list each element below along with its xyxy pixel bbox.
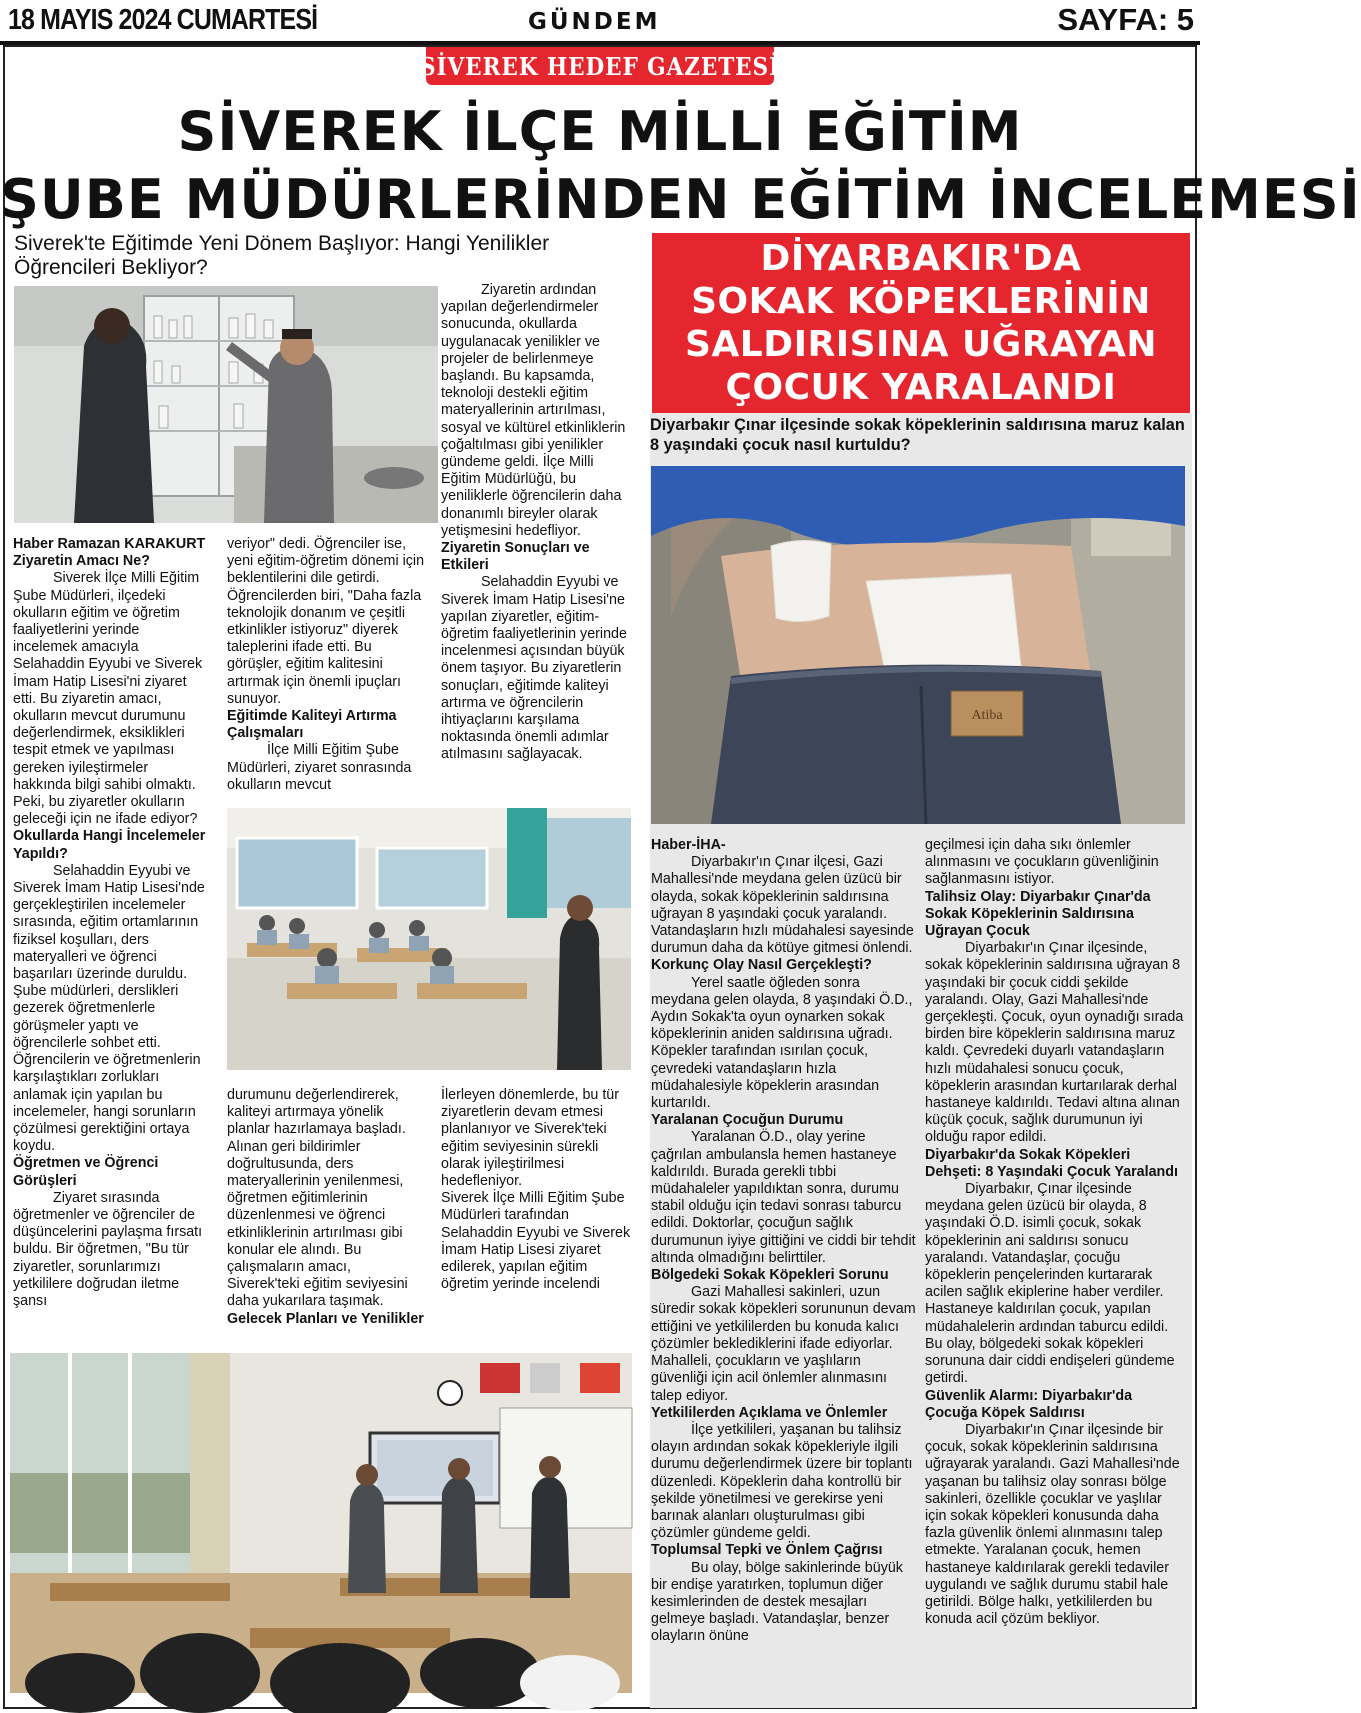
main-story-subheading: Gelecek Planları ve Yenilikler: [227, 1310, 424, 1327]
main-story-column-1: [13, 536, 207, 1310]
main-story-paragraph: İlerleyen dönemlerde, bu tür ziyaretlerin devam etmesi planlanıyor ve Siverek'teki eğitim seviyesinin sürekli olarak iyileştirilmesi hedefleniyor.: [441, 1087, 620, 1190]
side-headline-line-3: SALDIRISINA UĞRAYAN: [685, 324, 1157, 365]
side-story-subheading: Yetkililerden Açıklama ve Önlemler: [651, 1404, 888, 1421]
main-headline-line-2: ŞUBE MÜDÜRLERİNDEN EĞİTİM İNCELEMESİ: [0, 168, 1361, 231]
section-name: GÜNDEM: [528, 9, 661, 35]
photo-classroom: [227, 808, 631, 1070]
photo-laboratory: [14, 286, 438, 523]
main-headline-line-1: SİVEREK İLÇE MİLLİ EĞİTİM: [177, 100, 1023, 163]
main-story-column-3-bottom: [441, 1087, 634, 1293]
side-headline-line-4: ÇOCUK YARALANDI: [725, 367, 1117, 408]
side-story-subheading: Güvenlik Alarmı: Diyarbakır'da Çocuğa Köpek Saldırısı: [925, 1387, 1133, 1421]
main-story-paragraph: Selahaddin Eyyubi ve Siverek İmam Hatip Lisesi'nde gerçekleştirilen incelemeler sırasında, eğitim ortamlarının fiziksel koşulları, ders materyalleri ve öğrenci başarıları üzerinde duruldu. Şube müdürleri, derslikleri gezerek öğretmenlerle görüşmeler yaptı ve öğrencilerle sohbet etti. Öğrencilerin ve öğretmenlerin karşılaştıkları zorlukları anlamak için yapılan bu incelemeler, hangi sorunların çözülmesi gerektiğini ortaya koydu.: [13, 862, 205, 1155]
main-story-subheading: Ziyaretin Amacı Ne?: [13, 553, 150, 570]
main-story-paragraph: İlçe Milli Eğitim Şube Müdürleri, ziyaret sonrasında okulların mevcut: [227, 742, 412, 793]
side-story-paragraph: Diyarbakır'ın Çınar ilçesi, Gazi Mahallesi'nde meydana gelen üzücü bir olayda, sokak köpeklerinin saldırısına uğrayan 8 yaşındaki çocuk yaralandı. Vatandaşların hızlı müdahalesi sayesinde durumun daha da kötüye gitmesi önlendi.: [651, 854, 914, 957]
side-story-subheading: Talihsiz Olay: Diyarbakır Çınar'da Sokak Köpeklerinin Saldırısına Uğrayan Çocuk: [925, 888, 1151, 940]
newspaper-brand: SİVEREK HEDEF GAZETESİ: [419, 51, 781, 81]
side-story-column-1: [651, 837, 917, 1646]
side-headline-line-2: SOKAK KÖPEKLERİNİN: [691, 281, 1151, 322]
main-story-subheading: Öğretmen ve Öğrenci Görüşleri: [13, 1155, 159, 1189]
issue-date: 18 MAYIS 2024 CUMARTESİ: [8, 4, 318, 36]
main-story-paragraph: Siverek İlçe Milli Eğitim Şube Müdürleri tarafından Selahaddin Eyyubi ve Siverek İmam Hatip Lisesi ziyaret edilerek, yapılan eğitim öğretim yerinde incelendi: [441, 1190, 631, 1293]
main-story-subheading: Eğitimde Kaliteyi Artırma Çalışmaları: [227, 708, 397, 742]
page-number: SAYFA: 5: [1057, 2, 1194, 37]
main-story-paragraph: Ziyaret sırasında öğretmenler ve öğrenciler de düşüncelerini paylaşma fırsatı buldu. Bir öğretmen, "Bu tür ziyaretler, sorunlarımızı yetkililere doğrudan iletme şansı: [13, 1189, 203, 1309]
side-headline-line-1: DİYARBAKIR'DA: [760, 238, 1082, 279]
main-story-subheading: Haber Ramazan KARAKURT: [13, 536, 206, 552]
jeans-patch-label: Atiba: [971, 708, 1003, 723]
side-story-subheading: Diyarbakır'da Sokak Köpekleri Dehşeti: 8 Yaşındaki Çocuk Yaralandı: [925, 1146, 1178, 1180]
side-story-column-2: [925, 837, 1187, 1628]
main-subheadline: Siverek'te Eğitimde Yeni Dönem Başlıyor: Hangi Yenilikler Öğrencileri Bekliyor?: [14, 232, 550, 279]
main-story-paragraph: Ziyaretin ardından yapılan değerlendirmeler sonucunda, okullarda uygulanacak yenilikler ve projeler de belirlenmeye başlandı. Bu kapsamda, teknoloji destekli eğitim materyallerinin artırılması, sosyal ve kültürel etkinliklerin çoğaltılması gibi yenilikler gündeme geldi. İlçe Milli Eğitim Müdürlüğü, bu yeniliklerle öğrencilerin daha donanımlı bireyler olarak yetişmesini hedefliyor.: [441, 282, 626, 539]
side-story-paragraph: İlçe yetkilileri, yaşanan bu talihsiz olayın ardından sokak köpekleriyle ilgili durumu değerlendirmek üzere bir toplantı düzenledi. Köpeklerin daha kontrollü bir şekilde yönetilmesi ve gerekirse yeni barınak alanları oluşturulması gibi çözümler gündeme geldi.: [651, 1421, 913, 1542]
newspaper-brand-bar: [419, 47, 781, 85]
main-story-subheading: Ziyaretin Sonuçları ve Etkileri: [441, 540, 590, 574]
main-story-paragraph: Siverek İlçe Milli Eğitim Şube Müdürleri, ilçedeki okulların eğitim ve öğretim faaliyetlerini yerinde incelemek amacıyla Selahaddin Eyyubi ve Siverek İmam Hatip Lisesi'ni ziyaret etti. Bu ziyaretin amacı, okulların mevcut durumunu değerlendirmek, eksiklikleri tespit etmek ve yapılması gereken iyileştirmeler hakkında bilgi sahibi olmaktı. Peki, bu ziyaretler okulların geleceği için ne ifade ediyor?: [13, 570, 203, 828]
main-story-paragraph: durumunu değerlendirerek, kaliteyi artırmaya yönelik planlar hazırlamaya başladı. Alınan geri bildirimler doğrultusunda, ders materyallerinin yenilenmesi, öğretmen eğitimlerinin düzenlenmesi ve öğrenci etkinliklerinin artırılması gibi konular ele alındı. Bu çalışmaların amacı, Siverek'teki eğitim seviyesini daha yukarılara taşımak.: [227, 1087, 408, 1310]
side-headline-box: [652, 233, 1190, 413]
side-story-paragraph: Gazi Mahallesi sakinleri, uzun süredir sokak köpekleri sorununun devam ettiğini ve yetkililerden bu konuda kalıcı çözümler beklediklerini ifade ediyorlar. Mahalleli, çocukların ve yaşlıların güvenliği için acil önlemler alınmasını talep ediyor.: [651, 1284, 916, 1404]
side-story-subheading: Korkunç Olay Nasıl Gerçekleşti?: [651, 957, 872, 974]
side-story-paragraph: Diyarbakır, Çınar ilçesinde meydana gelen üzücü bir olayda, 8 yaşındaki Ö.D. isimli çocuk, sokak köpeklerinin ani saldırısı sonucu yaralandı. Vatandaşlar, çocuğu köpeklerin pençelerinden kurtararak acilen sağlık ekiplerine haber verdiler. Hastaneye kaldırılan çocuk, yapılan müdahalelerin ardından taburcu edildi. Bu olay, bölgedeki sokak köpekleri sorununa dair ciddi endişeleri gündeme getirdi.: [925, 1181, 1175, 1387]
main-story-column-2-bottom: [227, 1087, 425, 1328]
photo-smartboard-class: [10, 1353, 632, 1693]
side-story-paragraph: Bu olay, bölge sakinlerinde büyük bir endişe yaratırken, toplumun diğer kesimlerinden de destek mesajları gelmeye başladı. Vatandaşlar, benzer olayların önüne: [651, 1559, 903, 1645]
main-story-column-2-top: [227, 536, 425, 794]
side-story-subheading: Bölgedeki Sokak Köpekleri Sorunu: [651, 1267, 889, 1284]
main-story-column-3-top: [441, 282, 634, 764]
side-story-paragraph: Diyarbakır'ın Çınar ilçesinde, sokak köpeklerinin saldırısına uğrayan 8 yaşındaki bir çocuk ciddi şekilde yaralandı. Olay, Gazi Mahallesi'nde gerçekleşti. Çocuk, oyun oynadığı sırada birden bire köpeklerin saldırısına maruz kaldı. Çevredeki duyarlı vatandaşların hızlı müdahalesi sonucu çocuk, köpeklerin arasından kurtarılarak derhal hastaneye kaldırıldı. Tedavi altına alınan küçük çocuk, sağlık durumunun iyi olduğu rapor edildi.: [925, 940, 1184, 1146]
side-story-subheading: Haber-İHA-: [651, 837, 726, 853]
side-story-paragraph: geçilmesi için daha sıkı önlemler alınmasını ve çocukların güvenliğinin sağlanmasını istiyor.: [925, 837, 1159, 888]
main-story-subheading: Okullarda Hangi İncelemeler Yapıldı?: [13, 828, 206, 862]
side-story-paragraph: Diyarbakır'ın Çınar ilçesinde bir çocuk, sokak köpeklerinin saldırısına uğrayarak yaralandı. Gazi Mahallesi'nde yaşanan bu talihsiz olay sonrası bölge sakinleri, özellikle çocuklar ve yaşlılar için sokak köpekleri konusunda daha fazla güvenlik önlemi alınmasını talep etmekte. Yaralanan çocuk, hemen hastaneye kaldırılarak gerekli tedaviler uygulandı ve sağlık durumu stabil hale getirildi. Bölge halkı, yetkililerden bu konuda acil çözüm bekliyor.: [925, 1421, 1180, 1628]
side-story-paragraph: Yerel saatle öğleden sonra meydana gelen olayda, 8 yaşındaki Ö.D., Aydın Sokak'ta oyun oynarken sokak köpeklerinin aniden saldırısına uğradı. Köpekler tarafından ısırılan çocuk, çevredeki vatandaşların hızla müdahalesiyle köpeklerin arasından kurtarıldı.: [651, 974, 913, 1112]
page-header: [0, 0, 1200, 42]
side-story-subheading: Toplumsal Tepki ve Önlem Çağrısı: [651, 1542, 883, 1559]
main-story-paragraph: Selahaddin Eyyubi ve Siverek İmam Hatip Lisesi'ne yapılan ziyaretler, eğitim-öğretim faaliyetlerinin yerinde incelenmesi açısından büyük önem taşıyor. Bu ziyaretlerin sonuçları, eğitimde kaliteyi artırma ve öğrencilerin ihtiyaçlarını karşılama noktasında önemli adımlar atılmasını sağlayacak.: [441, 574, 627, 763]
main-story-paragraph: veriyor" dedi. Öğrenciler ise, yeni eğitim-öğretim dönemi için beklentilerini dile getirdi. Öğrencilerden biri, "Daha fazla teknolojik donanım ve çeşitli etkinlikler istiyoruz" diyerek taleplerini ifade etti. Bu görüşler, eğitim kalitesini artırmak için önemli ipuçları sunuyor.: [227, 536, 425, 707]
side-subheadline: Diyarbakır Çınar ilçesinde sokak köpeklerinin saldırısına maruz kalan 8 yaşındaki çocuk nasıl kurtuldu?: [650, 416, 1185, 454]
photo-injured-child: [651, 466, 1185, 824]
side-story-paragraph: Yaralanan Ö.D., olay yerine çağrılan ambulansla hemen hastaneye kaldırıldı. Burada gerekli tıbbi müdahaleler yapıldıktan sonra, durumu stabil olduğu için tedavi sonrası taburcu edildi. Doktorlar, çocuğun sağlık durumunun iyiye gittiğini ve ciddi bir tehdit altında olmadığını belirttiler.: [651, 1129, 916, 1266]
side-story-subheading: Yaralanan Çocuğun Durumu: [651, 1112, 844, 1129]
